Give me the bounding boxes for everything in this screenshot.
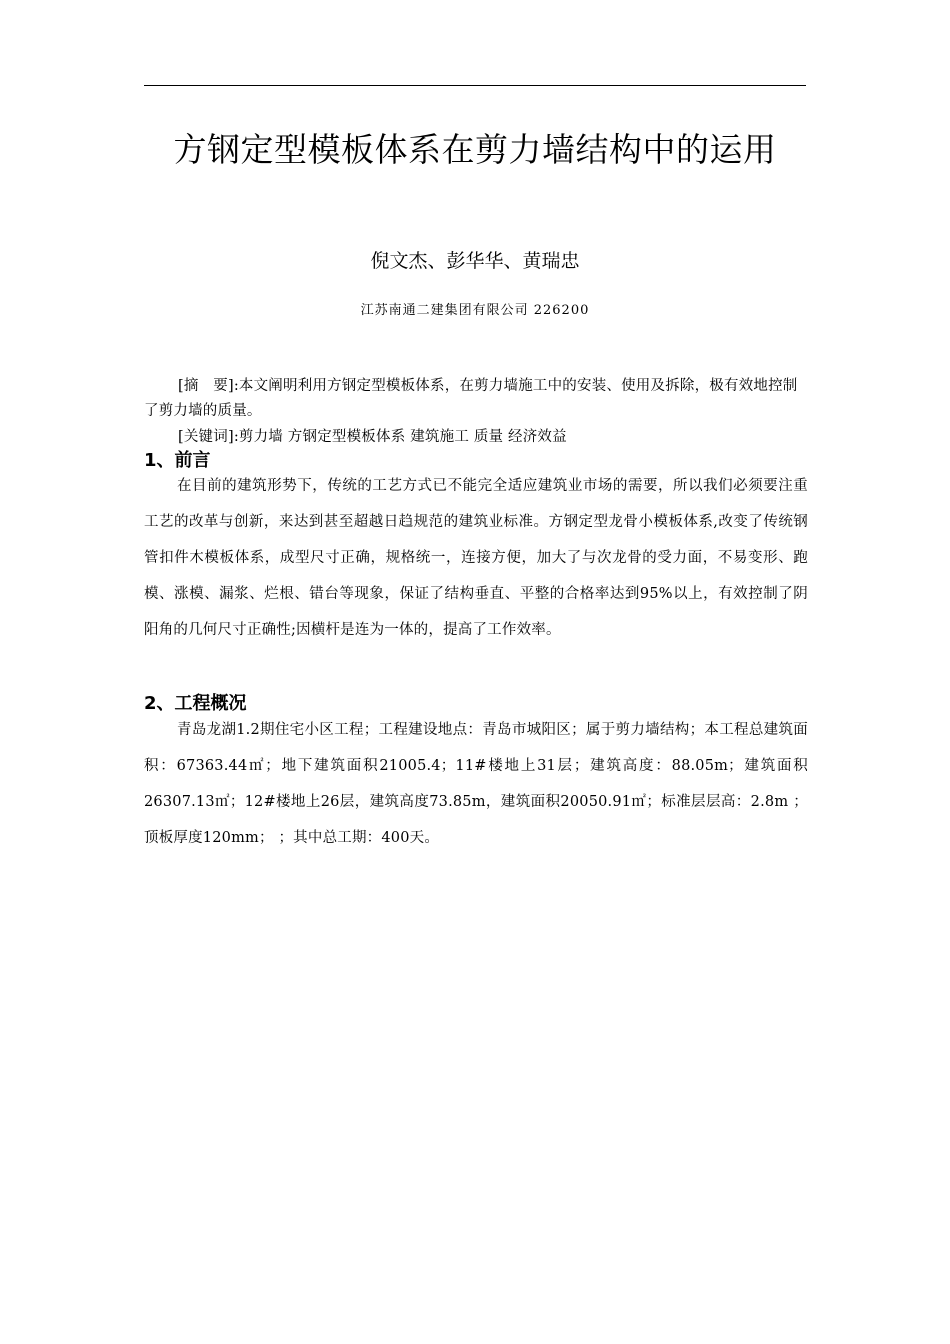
header-rule — [144, 85, 806, 86]
document-title: 方钢定型模板体系在剪力墙结构中的运用 — [173, 130, 777, 169]
author-list: 倪文杰、彭华华、黄瑞忠 — [370, 250, 580, 272]
section-body-introduction: 在目前的建筑形势下，传统的工艺方式已不能完全适应建筑业市场的需要，所以我们必须要注重工艺的改革与创新，来达到甚至超越日趋规范的建筑业标准。方钢定型龙骨小模板体系,改变了传统钢管扣件木模板体系，成型尺寸正确，规格统一，连接方便，加大了与次龙骨的受力面，不易变形、跑模、涨模、漏浆、烂根、错台等现象，保证了结构垂直、平整的合格率达到95%以上，有效控制了阴阳角的几何尺寸正确性;因横杆是连为一体的，提高了工作效率。 — [144, 478, 808, 638]
author-affiliation: 江苏南通二建集团有限公司 226200 — [360, 303, 590, 318]
section-heading-project-overview: 2、工程概况 — [144, 693, 247, 714]
keywords-line: [关键词]:剪力墙 方钢定型模板体系 建筑施工 质量 经济效益 — [178, 429, 567, 445]
section-body-project-overview: 青岛龙湖1.2期住宅小区工程；工程建设地点：青岛市城阳区；属于剪力墙结构；本工程总建筑面积：67363.44㎡；地下建筑面积21005.4；11#楼地上31层；建筑高度：88.05m；建筑面积26307.13㎡；12#楼地上26层，建筑高度73.85m，建筑面积20050.91㎡；标准层层高：2.8m ； 顶板厚度120mm； ；其中总工期：400天。 — [144, 722, 808, 846]
section-heading-introduction: 1、前言 — [144, 450, 211, 471]
abstract-paragraph: [摘 要]:本文阐明利用方钢定型模板体系，在剪力墙施工中的安装、使用及拆除，极有效地控制了剪力墙的质量。 — [144, 378, 798, 419]
